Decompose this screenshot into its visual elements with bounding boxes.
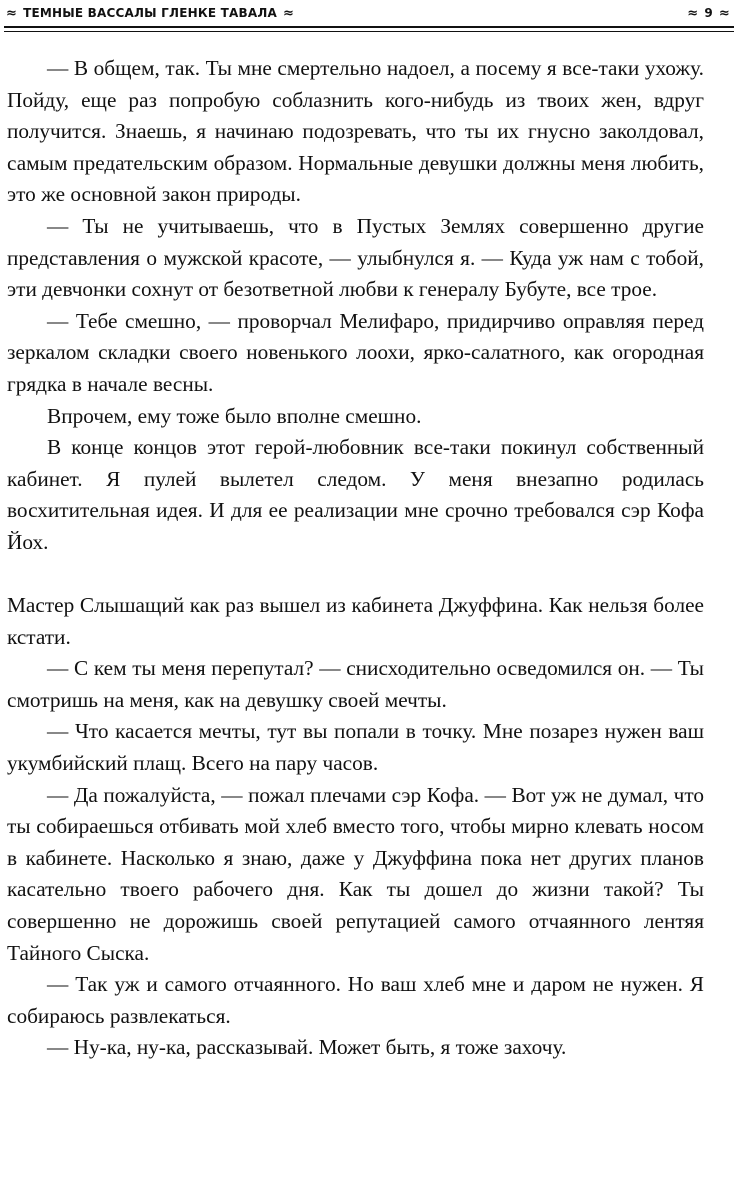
paragraph: — Ты не учитываешь, что в Пустых Землях совершенно другие представления о мужской красоте, — улыбнулся я. — Куда уж нам с тобой, эти девчонки сохнут от безответной любви к генералу Бубуте, все трое. [7, 213, 704, 302]
header-rule-thin [4, 31, 734, 32]
header-left [6, 6, 294, 21]
section-break [7, 559, 704, 591]
wave-ornament-icon: ≈ [687, 5, 699, 21]
paragraph: Мастер Слышащий как раз вышел из кабинета Джуффина. Как нельзя более кстати. [7, 593, 704, 649]
paragraph: — С кем ты меня перепутал? — снисходительно осведомился он. — Ты смотришь на меня, как на девушку своей мечты. [7, 656, 704, 712]
paragraph: — Тебе смешно, — проворчал Мелифаро, придирчиво оправляя перед зеркалом складки своего новенького лоохи, ярко-салатного, как огородная грядка в начале весны. [7, 308, 704, 396]
header-rule-thick [4, 26, 734, 28]
running-header [6, 3, 730, 23]
paragraph: Впрочем, ему тоже было вполне смешно. [47, 403, 422, 428]
page-body [7, 53, 704, 1064]
paragraph: — В общем, так. Ты мне смертельно надоел, а посему я все-таки ухожу. Пойду, еще раз попробую соблазнить кого-нибудь из твоих жен, вдруг получится. Знаешь, я начинаю подозревать, что ты их гнусно заколдовал, самым предательским образом. Нормальные девушки должны меня любить, это же основной закон природы. [7, 56, 704, 207]
wave-ornament-icon: ≈ [6, 5, 18, 21]
paragraph: — Да пожалуйста, — пожал плечами сэр Кофа. — Вот уж не думал, что ты собираешься отбивать мой хлеб вместо того, чтобы мирно клевать носом в кабинете. Насколько я знаю, даже у Джуффина пока нет других планов касательно твоего рабочего дня. Как ты дошел до жизни такой? Ты совершенно не дорожишь своей репутацией самого отчаянного лентяя Тайного Сыска. [7, 782, 704, 965]
wave-ornament-icon: ≈ [718, 5, 730, 21]
paragraph: — Так уж и самого отчаянного. Но ваш хлеб мне и даром не нужен. Я собираюсь развлекаться. [7, 972, 704, 1028]
book-title: ТЕМНЫЕ ВАССАЛЫ ГЛЕНКЕ ТАВАЛА [23, 6, 277, 20]
paragraph: — Что касается мечты, тут вы попали в точку. Мне позарез нужен ваш укумбийский плащ. Всего на пару часов. [7, 719, 704, 776]
paragraph: В конце концов этот герой-любовник все-таки покинул собственный кабинет. Я пулей вылетел следом. У меня внезапно родилась восхитительная идея. И для ее реализации мне срочно требовался сэр Кофа Йох. [7, 435, 704, 554]
page-number: 9 [704, 6, 713, 20]
header-right [687, 6, 730, 21]
wave-ornament-icon: ≈ [282, 5, 295, 21]
paragraph: — Ну-ка, ну-ка, рассказывай. Может быть, я тоже захочу. [47, 1035, 567, 1060]
